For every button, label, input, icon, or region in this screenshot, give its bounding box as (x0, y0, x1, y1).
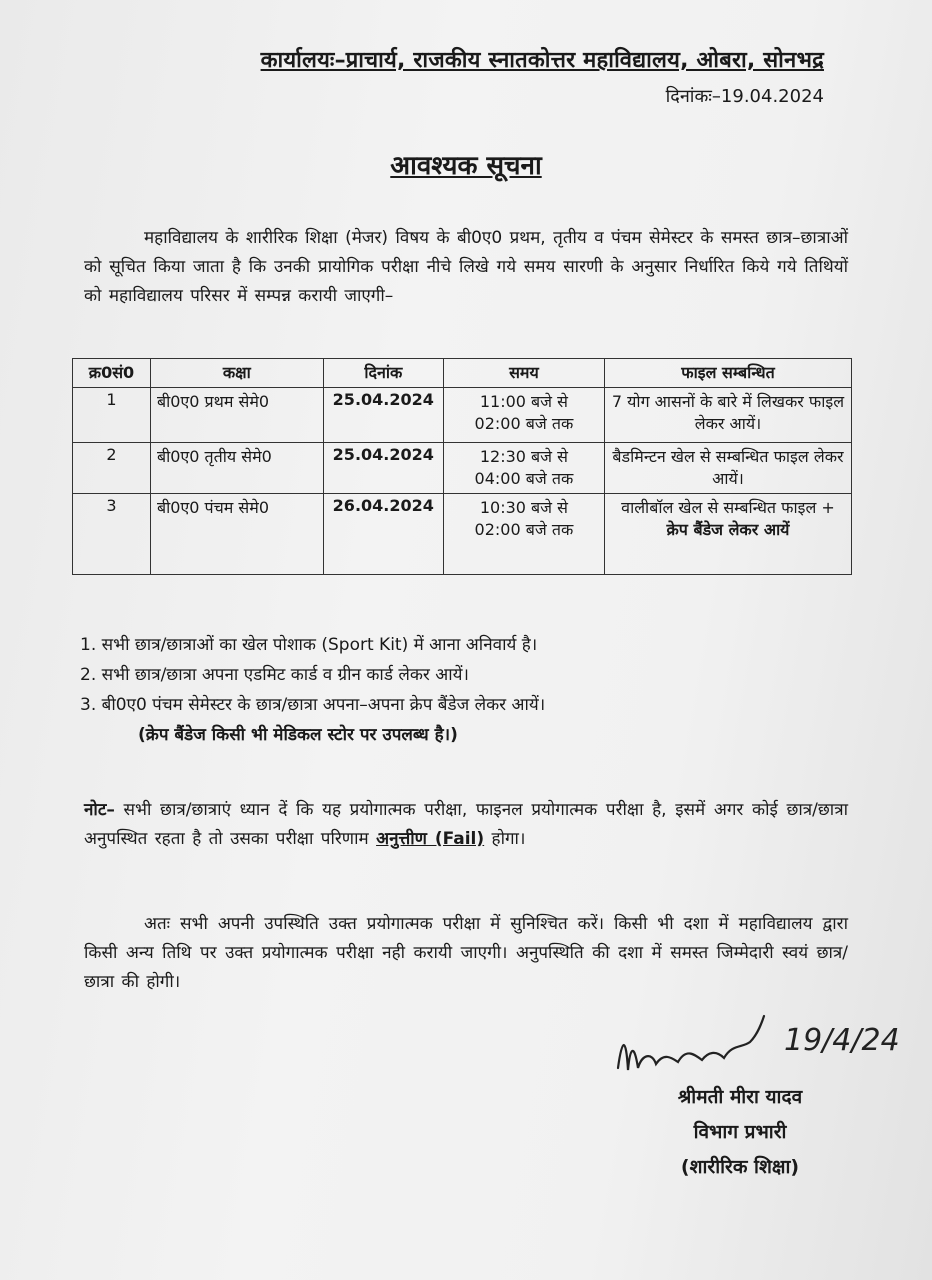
header-time: समय (443, 359, 604, 388)
notice-title: आवश्यक सूचना (390, 151, 542, 181)
table-header-row (73, 359, 852, 388)
time-end: 02:00 बजे तक (474, 414, 574, 433)
file-text: बैडमिन्टन खेल से सम्बन्धित फाइल लेकर आयें। (612, 447, 844, 488)
signatory-name: श्रीमती मीरा यादव (677, 1086, 803, 1108)
row-file (604, 443, 851, 494)
list-item: 2. सभी छात्र/छात्रा अपना एडमिट कार्ड व ग्रीन कार्ड लेकर आयें। (80, 665, 469, 685)
schedule-table (72, 358, 852, 575)
note-emphasis: अनुत्तीण (Fail) (376, 829, 485, 849)
handwritten-signature (612, 1008, 912, 1088)
row-date: 26.04.2024 (323, 494, 443, 575)
list-item-sub: (क्रेप बैंडेज किसी भी मेडिकल स्टोर पर उपलब्ध है।) (138, 725, 458, 745)
row-time (443, 388, 604, 443)
file-extra: क्रेप बैंडेज लेकर आयें (666, 520, 790, 539)
time-start: 11:00 बजे से (479, 392, 568, 411)
signatory-department: (शारीरिक शिक्षा) (680, 1156, 800, 1178)
note-paragraph (84, 796, 848, 854)
header-date: दिनांक (323, 359, 443, 388)
row-date: 25.04.2024 (323, 388, 443, 443)
row-file (604, 388, 851, 443)
instruction-list (80, 630, 840, 750)
row-sn: 1 (73, 388, 151, 443)
closing-paragraph: अतः सभी अपनी उपस्थिति उक्त प्रयोगात्मक परीक्षा में सुनिश्चित करें। किसी भी दशा में महाविद्यालय द्वारा किसी अन्य तिथि पर उक्त प्रयोगात्मक परीक्षा नही करायी जाएगी। अनुपस्थिति की दशा में समस्त जिम्मेदारी स्वयं छात्र/छात्रा की होगी। (84, 914, 848, 992)
time-start: 12:30 बजे से (479, 447, 568, 466)
table-row (73, 494, 852, 575)
signature-block (640, 1080, 840, 1185)
note-end: होगा। (484, 829, 526, 849)
notice-date: दिनांकः–19.04.2024 (665, 86, 824, 107)
row-class: बी0ए0 तृतीय सेमे0 (150, 443, 323, 494)
row-sn: 3 (73, 494, 151, 575)
note-text: सभी छात्र/छात्राएं ध्यान दें कि यह प्रयोगात्मक परीक्षा, फाइनल प्रयोगात्मक परीक्षा है, इसमें अगर कोई छात्र/छात्रा अनुपस्थित रहता है तो उसका परीक्षा परिणाम (84, 800, 848, 849)
row-class: बी0ए0 पंचम सेमे0 (150, 494, 323, 575)
row-time (443, 494, 604, 575)
row-date: 25.04.2024 (323, 443, 443, 494)
intro-paragraph: महाविद्यालय के शारीरिक शिक्षा (मेजर) विषय के बी0ए0 प्रथम, तृतीय व पंचम सेमेस्टर के समस्त छात्र–छात्राओं को सूचित किया जाता है कि उनकी प्रायोगिक परीक्षा नीचे लिखे गये समय सारणी के अनुसार निर्धारित किये गये तिथियों को महाविद्यालय परिसर में सम्पन्न करायी जाएगी– (84, 228, 848, 306)
file-text: 7 योग आसनों के बारे में लिखकर फाइल लेकर आयें। (611, 392, 845, 433)
row-class: बी0ए0 प्रथम सेमे0 (150, 388, 323, 443)
list-item: 3. बी0ए0 पंचम सेमेस्टर के छात्र/छात्रा अपना–अपना क्रेप बैंडेज लेकर आयें। (80, 695, 546, 715)
office-header: कार्यालयः–प्राचार्य, राजकीय स्नातकोत्तर महाविद्यालय, ओबरा, सोनभद्र (260, 48, 824, 73)
row-time (443, 443, 604, 494)
header-sn: क्र0सं0 (73, 359, 151, 388)
header-file: फाइल सम्बन्धित (604, 359, 851, 388)
signature-date: 19/4/24 (784, 1023, 900, 1058)
row-sn: 2 (73, 443, 151, 494)
time-end: 02:00 बजे तक (474, 520, 574, 539)
time-end: 04:00 बजे तक (474, 469, 574, 488)
time-start: 10:30 बजे से (479, 498, 568, 517)
file-text: वालीबॉल खेल से सम्बन्धित फाइल + (621, 498, 835, 517)
row-file (604, 494, 851, 575)
list-item: 1. सभी छात्र/छात्राओं का खेल पोशाक (Sport Kit) में आना अनिवार्य है। (80, 635, 538, 655)
table-row (73, 388, 852, 443)
table-row (73, 443, 852, 494)
header-class: कक्षा (150, 359, 323, 388)
signatory-designation: विभाग प्रभारी (693, 1121, 787, 1143)
note-label: नोट– (84, 800, 115, 820)
